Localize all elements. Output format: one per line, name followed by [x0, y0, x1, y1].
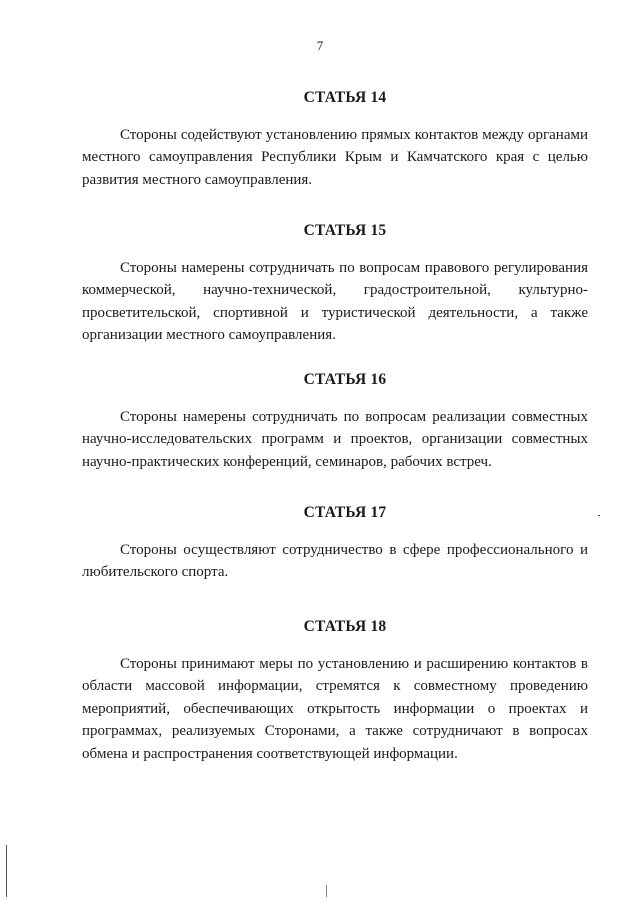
- page-number: 7: [316, 38, 324, 53]
- article-14: [82, 89, 588, 191]
- article-15: [82, 222, 588, 347]
- scan-artifact-tick: [326, 885, 327, 897]
- article-17: [82, 504, 588, 584]
- article-text: Стороны содействуют установлению прямых контактов между органами местного самоуправления Республики Крым и Камчатского края с целью развития местного самоуправления.: [82, 127, 588, 188]
- article-16: [82, 371, 588, 473]
- scan-artifact-dot: [598, 515, 600, 516]
- article-title: СТАТЬЯ 15: [303, 222, 387, 239]
- article-text: Стороны намерены сотрудничать по вопросам реализации совместных научно-исследовательских программ и проектов, организации совместных научно-практических конференций, семинаров, рабочих встреч.: [82, 409, 588, 470]
- article-18: [82, 618, 588, 765]
- scan-artifact-line: [6, 845, 7, 897]
- article-title: СТАТЬЯ 18: [303, 618, 387, 635]
- article-title: СТАТЬЯ 14: [303, 89, 387, 106]
- article-title: СТАТЬЯ 17: [303, 504, 387, 521]
- article-text: Стороны осуществляют сотрудничество в сфере профессионального и любительского спорта.: [82, 542, 588, 581]
- article-text: Стороны намерены сотрудничать по вопросам правового регулирования коммерческой, научно-технической, градостроительной, культурно-просветительской, спортивной и туристической деятельности, а также организации местного самоуправления.: [82, 260, 588, 344]
- article-title: СТАТЬЯ 16: [303, 371, 387, 388]
- article-text: Стороны принимают меры по установлению и расширению контактов в области массовой информации, стремятся к совместному проведению мероприятий, обеспечивающих открытость информации о проектах и программах, реализуемых Сторонами, а также сотрудничают в вопросах обмена и распространения соответствующей информации.: [82, 656, 588, 762]
